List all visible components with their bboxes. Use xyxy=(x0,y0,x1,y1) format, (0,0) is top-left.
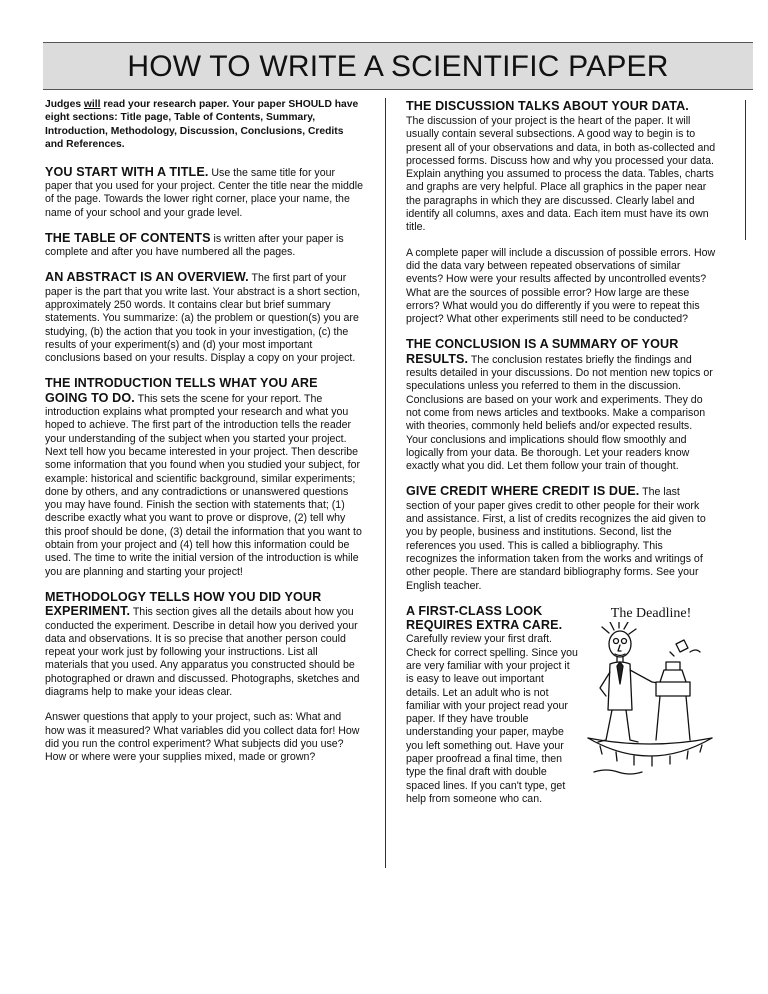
margin-rule xyxy=(745,100,746,240)
section-body: The first part of your paper is the part that you write last. Your abstract is a short section, approximately 250 words. It contains clear but brief summary statements. You summarize: (a) the problem or question(s) you are studying, (b) the action that you took in your investigation, (c) the results of your experiment(s) and (d) your most important conclusions based on your results. Display a copy on your project. xyxy=(45,272,361,365)
section-heading: YOU START WITH A TITLE. xyxy=(45,164,209,179)
section-heading: THE INTRODUCTION TELLS WHAT YOU ARE GOING TO DO. xyxy=(45,376,318,405)
conclusion-section xyxy=(406,338,716,473)
intro-note: Judges will read your research paper. Your paper SHOULD have eight sections: Title page, Table of Contents, Summary, Introduction, Methodology, Discussion, Conclusions, Credits and References. xyxy=(45,99,359,151)
section-body: This section gives all the details about how you conducted the experiment. Describe in detail how you derived your data and observations. It is so precise that another person could repeat your work just by following your instructions. List all materials that you used. Any apparatus you constructed should be photographed or drawn and discussed. Photographs, sketches and diagrams help to make your ideas clear. xyxy=(45,606,360,699)
left-column xyxy=(45,98,363,777)
right-column xyxy=(406,98,716,818)
section-body: The discussion of your project is the heart of the paper. It will usually contain several subsections. A good way to begin is to present all of your observations and data, in both as-collected and processed forms. Discuss how and why you processed your data. Explain anything you assumed to process the data. Tables, charts and graphs are very helpful. Place all graphics in the paper near the paragraphs in which they are discussed. Clearly label and identify all columns, axes and data. Each item must have its own title. xyxy=(406,115,716,234)
section-heading: THE CONCLUSION IS A SUMMARY OF YOUR RESULTS. xyxy=(406,337,679,366)
section-body: This sets the scene for your report. The introduction explains what prompted your research and what you hoped to achieve. The first part of the introduction tells the reader your understanding of the subject when you started your project. Next tell how you became interested in your project. Then describe some information that you found when you studied your subject, for example: historical and scientific background, similar experiments; done by others, and any contradictions or unanswered questions you may have found. Finish the section with statements that; (1) describe exactly what you want to prove or disprove, (2) tell why this proof should be done, (3) detail the information that you want to obtain from your project and (4) tell how this information could be used. The time to write the initial version of the introduction is while you are planning and starting your project! xyxy=(45,392,362,578)
section-body: Answer questions that apply to your project, such as: What and how was it measured? What variables did you collect data for! How did you run the control experiment? What subjects did you use? How or where were your supplies mixed, made or grown? xyxy=(45,711,360,764)
section-body: The conclusion restates briefly the findings and results detailed in your discussions. Do not mention new topics or speculations unless you referred to them in the discussion. Conclusions are based on your work and experiments. They do not come from news articles and textbooks. Make a comparison with theories, commonly held beliefs and/or expected results. Your conclusions and implications should flow smoothly and logically from your data. Be thorough. Let your readers know exactly what you did. Let them follow your train of thought. xyxy=(406,353,713,473)
section-body: The last section of your paper gives credit to other people for their work and assistance. First, a list of credits recognizes the aid given to you by people, business and institutions. Second, list the references you used. This is called a bibliography. This recognizes the information taken from the works and writings of other people. There are standard bibliography forms. See your English teacher. xyxy=(406,486,706,592)
title-banner xyxy=(43,42,753,90)
section-heading: METHODOLOGY TELLS HOW YOU DID YOUR EXPERIMENT. xyxy=(45,589,322,619)
section-body: A complete paper will include a discussion of possible errors. How did the data vary between repeated observations of similar events? How were your results affected by uncontrolled events? What are the sources of possible error? How large are these errors? What would you do differently if you were to repeat this project? What other experiments still need to be conducted? xyxy=(406,246,716,326)
section-heading: GIVE CREDIT WHERE CREDIT IS DUE. xyxy=(406,484,640,499)
emphasis-will: will xyxy=(83,99,101,110)
methodology-section xyxy=(45,591,363,765)
credit-section xyxy=(406,485,716,592)
section-body: is written after your paper is complete and after you have numbered all the pages. xyxy=(45,232,344,259)
cartoon-caption: The Deadline! xyxy=(610,605,692,621)
title-section xyxy=(45,166,363,220)
section-body: Carefully review your first draft. Check for correct spelling. Since you are very familiar with your project it is easy to leave out important details. Let an adult who is not familiar with your project read your paper. If they have trouble understanding your paper, maybe you left something out. Have your paper proofread a final time, then type the final draft with double spaced lines. If you can't type, get help from someone who can. xyxy=(406,633,578,805)
deadline-cartoon-icon xyxy=(586,622,716,777)
discussion-section xyxy=(406,98,716,326)
introduction-section xyxy=(45,377,363,578)
section-heading: AN ABSTRACT IS AN OVERVIEW. xyxy=(45,270,249,285)
section-heading: THE TABLE OF CONTENTS xyxy=(45,230,211,245)
toc-section xyxy=(45,232,363,260)
deadline-cartoon xyxy=(586,607,716,782)
section-body: Use the same title for your paper that you used for your project. Center the title near the middle of the page. Towards the lower right corner, place your name, the name of your school and your grade level. xyxy=(45,166,363,219)
page-title: HOW TO WRITE A SCIENTIFIC PAPER xyxy=(127,50,669,83)
column-divider xyxy=(385,98,386,868)
abstract-section xyxy=(45,271,363,365)
section-heading: A FIRST-CLASS LOOK REQUIRES EXTRA CARE. xyxy=(406,603,563,633)
first-class-look-section xyxy=(406,605,716,806)
section-heading: THE DISCUSSION TALKS ABOUT YOUR DATA. xyxy=(406,99,689,113)
